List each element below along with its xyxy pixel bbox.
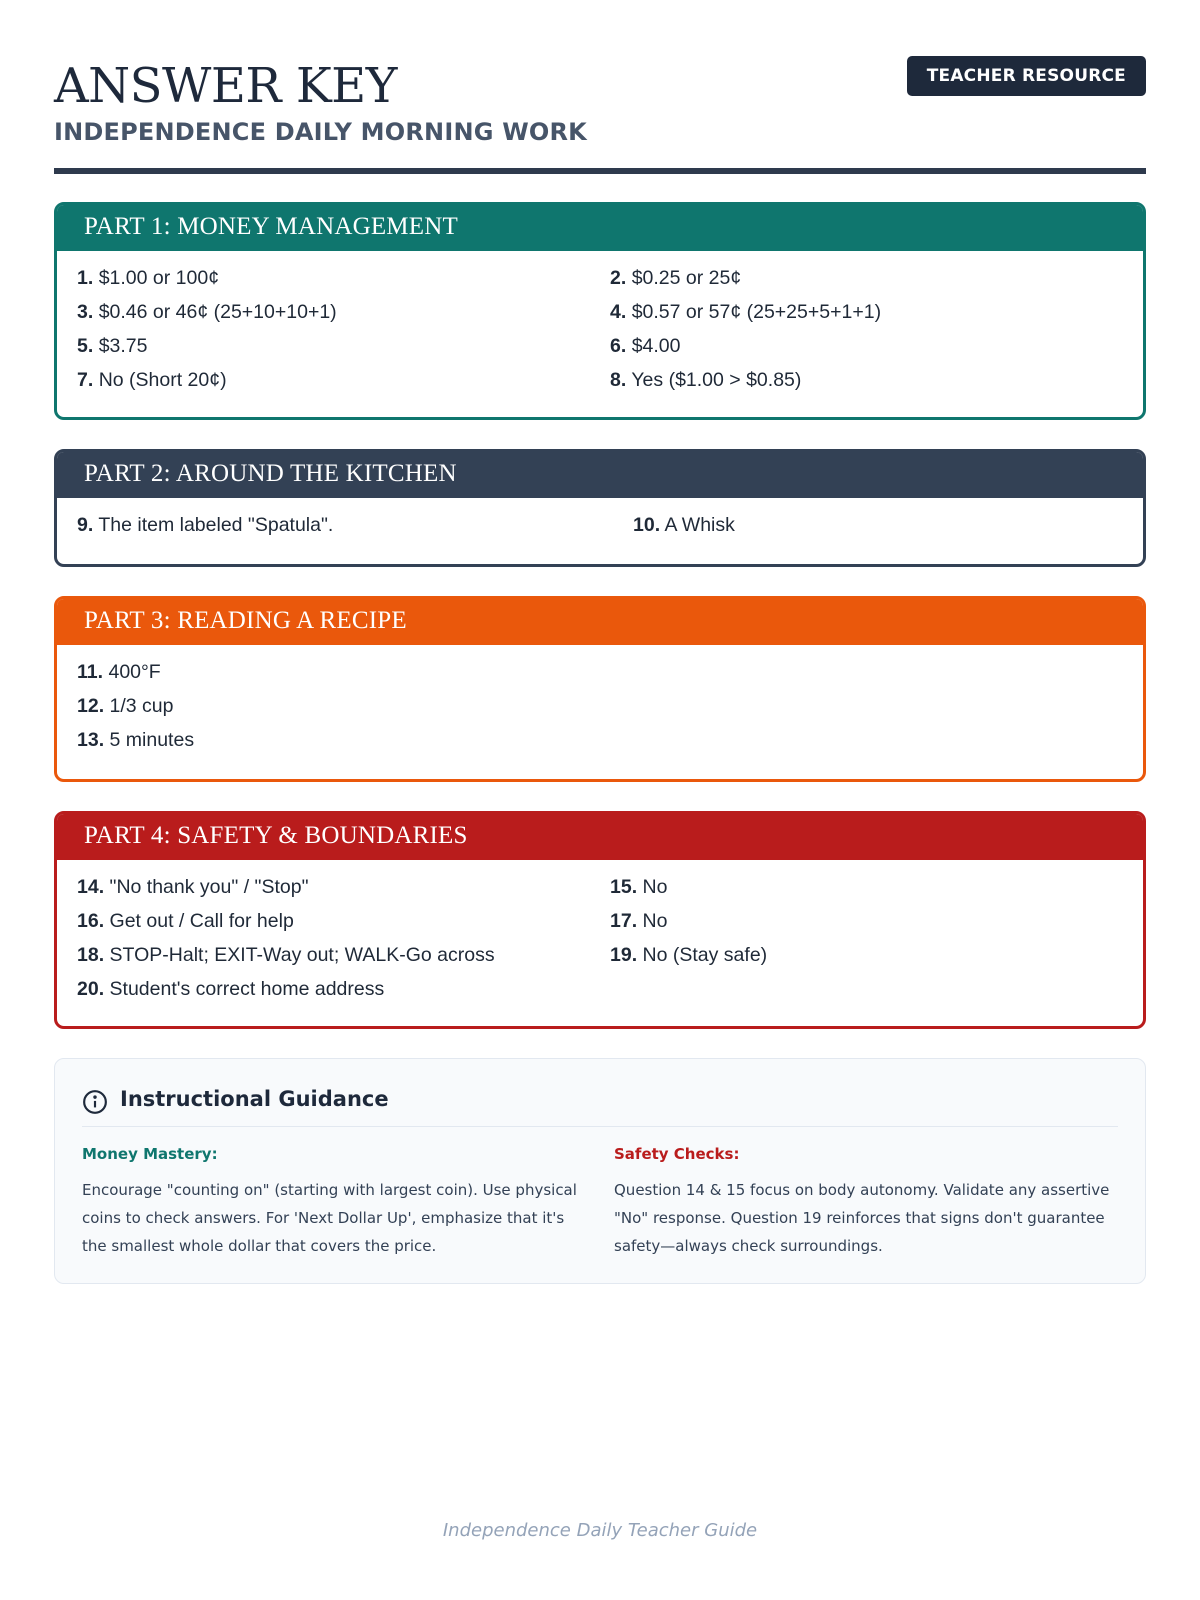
answer-item: [610, 911, 1123, 932]
answer-text: $0.25 or 25¢: [631, 267, 742, 289]
answer-number: 12.: [77, 695, 105, 717]
answer-text: No (Short 20¢): [98, 369, 227, 391]
answer-number: 9.: [77, 514, 94, 536]
answer-text: $0.57 or 57¢ (25+25+5+1+1): [631, 301, 882, 323]
part-1-title: PART 1: MONEY MANAGEMENT: [57, 205, 1143, 251]
answer-item: [610, 302, 1123, 323]
money-mastery-label: Money Mastery:: [82, 1145, 218, 1163]
part-2-answers: [57, 498, 1143, 546]
part-2-title: PART 2: AROUND THE KITCHEN: [57, 452, 1143, 498]
answer-item: [77, 877, 590, 898]
part-2-section: [54, 449, 1146, 567]
answer-text: 5 minutes: [109, 729, 195, 751]
answer-number: 6.: [610, 335, 627, 357]
answer-text: 1/3 cup: [109, 695, 174, 717]
answer-text: No: [642, 876, 668, 898]
answer-item: [610, 268, 1123, 289]
info-icon: [82, 1089, 108, 1115]
answer-text: "No thank you" / "Stop": [109, 876, 309, 898]
answer-number: 16.: [77, 910, 105, 932]
answer-item: [77, 268, 590, 289]
answer-number: 13.: [77, 729, 105, 751]
answer-number: 19.: [610, 944, 638, 966]
part-3-answers: [57, 645, 1143, 761]
part-4-answers: [57, 860, 1143, 1010]
answer-item: [77, 515, 613, 536]
instructional-guidance-panel: [54, 1058, 1146, 1284]
answer-item: [77, 945, 590, 966]
page-title: ANSWER KEY: [54, 58, 397, 114]
answer-item: [610, 877, 1123, 898]
answer-item: [610, 945, 1123, 966]
answer-text: $0.46 or 46¢ (25+10+10+1): [98, 301, 337, 323]
part-4-section: [54, 811, 1146, 1029]
answer-number: 15.: [610, 876, 638, 898]
answer-text: Get out / Call for help: [109, 910, 294, 932]
answer-number: 8.: [610, 369, 627, 391]
answer-text: 400°F: [108, 661, 161, 683]
answer-text: $3.75: [98, 335, 148, 357]
safety-checks-text: Question 14 & 15 focus on body autonomy. Validate any assertive "No" response. Question 19 reinforces that signs don't guarantee safety—always check surroundings.: [614, 1181, 1110, 1255]
answer-text: A Whisk: [664, 514, 735, 536]
answer-number: 2.: [610, 267, 627, 289]
answer-number: 3.: [77, 301, 94, 323]
answer-text: No: [642, 910, 668, 932]
answer-number: 4.: [610, 301, 627, 323]
answer-text: No (Stay safe): [642, 944, 768, 966]
answer-item: [610, 336, 1123, 357]
answer-item: [610, 370, 1123, 391]
page-header: [54, 54, 1146, 174]
answer-number: 14.: [77, 876, 105, 898]
part-4-title: PART 4: SAFETY & BOUNDARIES: [57, 814, 1143, 860]
answer-item: [77, 696, 1123, 717]
page-footer: Independence Daily Teacher Guide: [442, 1520, 758, 1541]
answer-item: [77, 662, 1123, 683]
answer-text: Student's correct home address: [109, 978, 385, 1000]
answer-item: [77, 370, 590, 391]
answer-number: 5.: [77, 335, 94, 357]
safety-checks-label: Safety Checks:: [614, 1145, 740, 1163]
answer-number: 17.: [610, 910, 638, 932]
answer-number: 18.: [77, 944, 105, 966]
answer-text: Yes ($1.00 > $0.85): [631, 369, 802, 391]
part-3-section: [54, 596, 1146, 782]
answer-number: 10.: [633, 514, 661, 536]
answer-item: [77, 302, 590, 323]
answer-item: [77, 336, 590, 357]
answer-item: [77, 979, 590, 1000]
part-1-section: [54, 202, 1146, 420]
answer-item: [633, 515, 1123, 536]
answer-number: 7.: [77, 369, 94, 391]
teacher-resource-badge: TEACHER RESOURCE: [907, 56, 1146, 96]
answer-item: [77, 730, 1123, 751]
answer-text: $1.00 or 100¢: [98, 267, 220, 289]
answer-number: 11.: [77, 661, 104, 683]
answer-item: [77, 911, 590, 932]
answer-text: The item labeled "Spatula".: [98, 514, 334, 536]
answer-text: $4.00: [631, 335, 681, 357]
money-mastery-column: [82, 1145, 592, 1260]
part-1-answers: [57, 251, 1143, 401]
answer-number: 1.: [77, 267, 94, 289]
answer-text: STOP-Halt; EXIT-Way out; WALK-Go across: [109, 944, 495, 966]
guidance-title: Instructional Guidance: [120, 1087, 389, 1111]
part-3-title: PART 3: READING A RECIPE: [57, 599, 1143, 645]
page-subtitle: INDEPENDENCE DAILY MORNING WORK: [54, 118, 587, 146]
guidance-header: [82, 1087, 1118, 1127]
answer-number: 20.: [77, 978, 105, 1000]
money-mastery-text: Encourage "counting on" (starting with largest coin). Use physical coins to check answers. For 'Next Dollar Up', emphasize that it's the smallest whole dollar that covers the price.: [82, 1181, 577, 1255]
safety-checks-column: [614, 1145, 1124, 1260]
